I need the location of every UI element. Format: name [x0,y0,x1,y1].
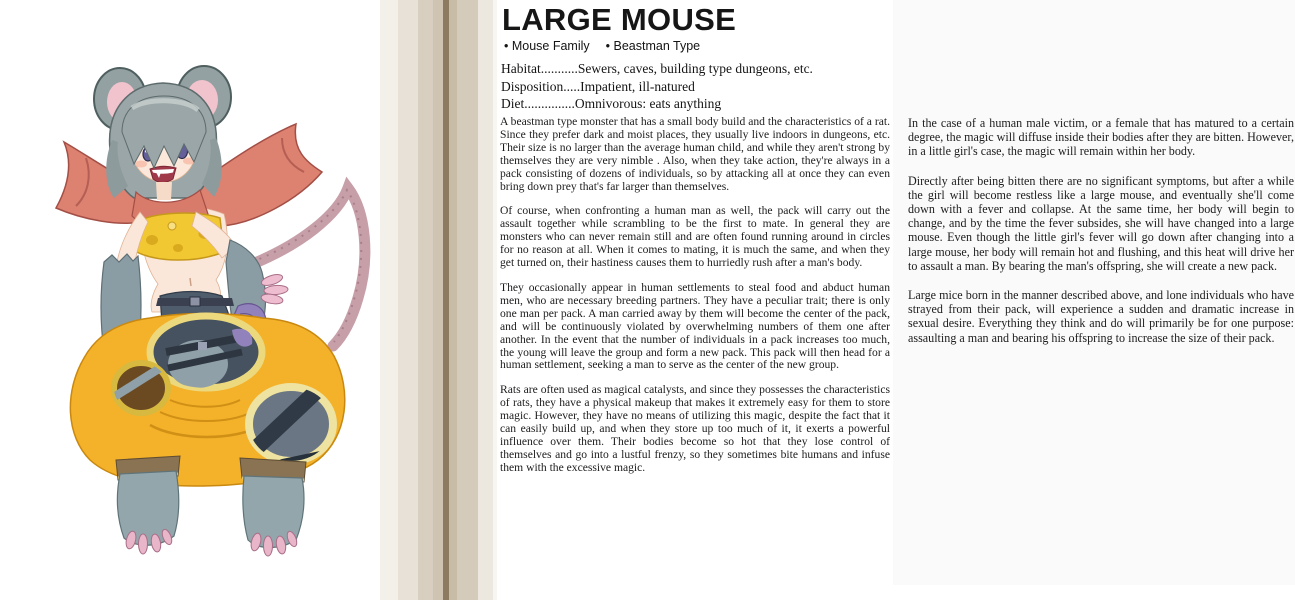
body-paragraph: Directly after being bitten there are no significant symptoms, but after a while the girl will become restless like a large mouse, and eventually she'll come down with a fever and collapse. At the same time, her body will begin to change, and by the time the fever subsides, she will have changed into a large mouse. Even though the little girl's fever will go down after changing into a large mouse, her body will remain hot and flushing, and this heat will drive her to assault a man. By bearing the man's offspring, she will create a new pack. [908,173,1294,273]
body-paragraph: Of course, when confronting a human man as well, the pack will carry out the assault together while scrambling to be the first to mate. In general they are monsters who can never remain still and are often found running around in circles for no reason at all. When it comes to mating, it is much the same, and when they get turned on, their hastiness causes them to hurriedly rush after a man's body. [500,204,890,270]
illustration-cheese-pants [70,314,344,487]
monster-type-line [504,39,700,53]
stat-habitat: Habitat...........Sewers, caves, building type dungeons, etc. [501,61,813,76]
body-paragraph: In the case of a human male victim, or a female that has matured to a certain degree, the magic will diffuse inside their bodies after they are bitten. However, in a little girl's case, the magic will remain within her body. [908,116,1294,159]
type-label: • Beastman Type [605,39,701,53]
body-paragraph: They occasionally appear in human settlements to steal food and abduct human men, who are necessary breeding partners. They have a peculiar trait; there is only one man per pack. A man carried away by them will become the center of the pack, and will be continuously violated by overwhelming numbers of them one after another. In the event that the number of individuals in a pack increases too much, the young will leave the group and form a new pack. This pack will then head for a human settlement, seeking a man to serve as the center of the new group. [500,280,890,372]
body-column-left [500,116,890,487]
body-paragraph: Rats are often used as magical catalysts, and since they possesses the characteristics of rats, they have a physical makeup that makes it extremely easy for them to store magic. However, they have no means of utilizing this magic, despite the fact that it can easily build up, and when they store up too much of it, it exerts a powerful influence over them. Their bodies become so hot that they lose control of themselves and go into a lustful frenzy, so they sometimes bite humans and infuse them with the excessive magic. [500,383,890,474]
stats-block [501,60,813,113]
family-label: • Mouse Family [504,39,590,53]
illustration-page [0,0,380,600]
page-title: LARGE MOUSE [502,2,737,37]
stat-diet: Diet...............Omnivorous: eats anything [501,96,722,111]
book-binding-gutter [380,0,497,600]
body-column-right [908,116,1294,360]
stat-disposition: Disposition.....Impatient, ill-natured [501,78,695,94]
body-paragraph: A beastman type monster that has a small body build and the characteristics of a rat. Since they prefer dark and moist places, they usually live indoors in dungeons, etc. Their size is no larger than the average human child, and while they aren't strong by themselves they are very nimble . Also, when they take action, they're always in a pack consisting of dozens of individuals, so by attacking all at once they can even bring down prey that's far larger than themselves. [500,115,890,193]
large-mouse-illustration [0,0,390,600]
body-paragraph: Large mice born in the manner described above, and lone individuals who have strayed from their pack, will experience a sudden and dramatic increase in sexual desire. Everything they think and do will primarily be for one purpose: assaulting a man and bearing his offspring to increase the size of their pack. [908,288,1294,345]
